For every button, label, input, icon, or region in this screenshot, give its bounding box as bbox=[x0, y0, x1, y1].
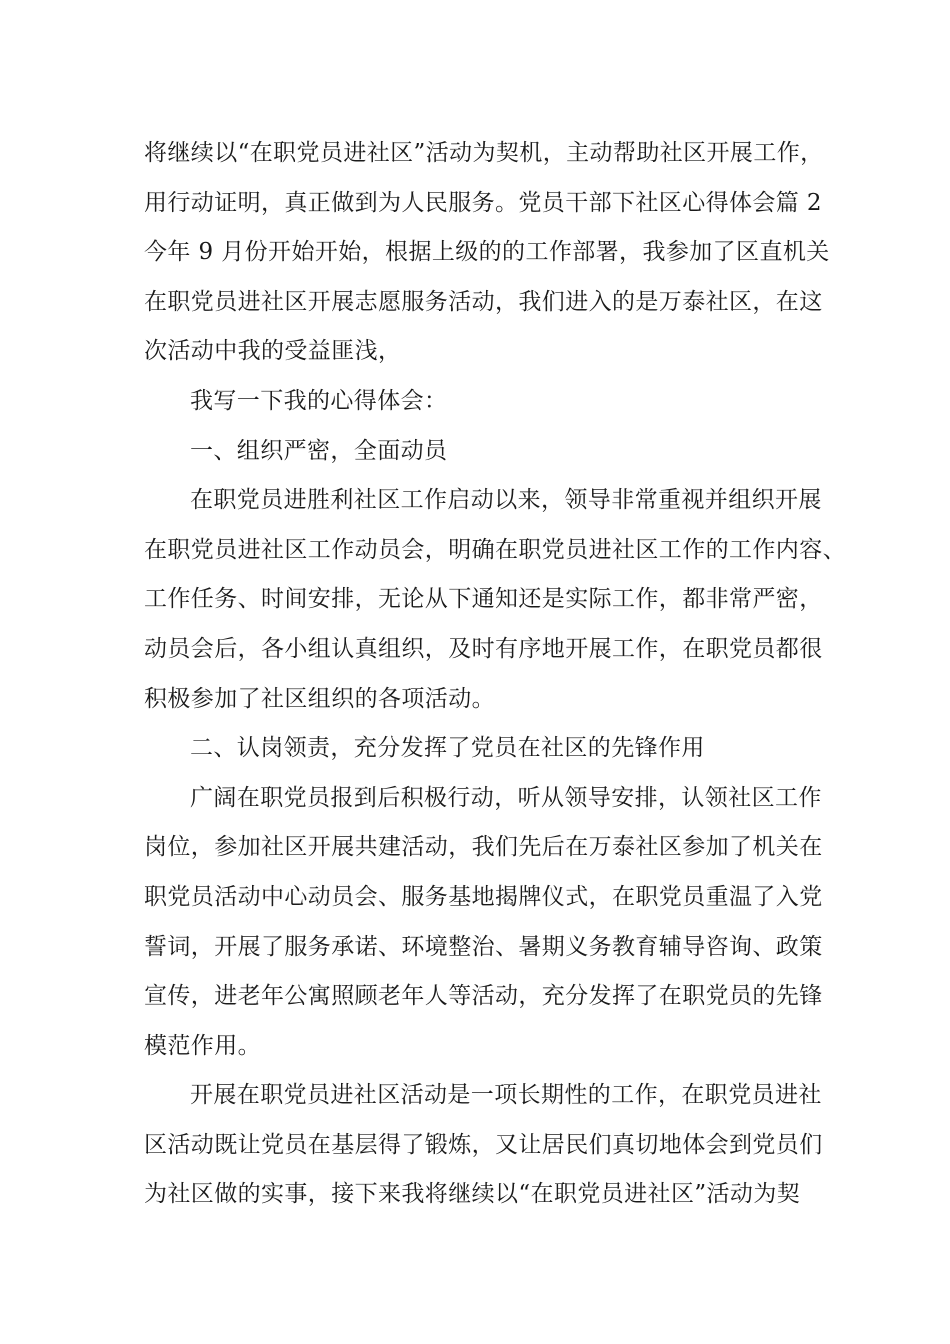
text-line: 广阔在职党员报到后积极行动，听从领导安排，认领社区工作 bbox=[190, 784, 822, 811]
text-line: 在职党员进胜利社区工作启动以来，领导非常重视并组织开展 bbox=[190, 487, 822, 514]
text-line: 岗位，参加社区开展共建活动，我们先后在万泰社区参加了机关在 bbox=[144, 834, 823, 861]
text-line: 模范作用。 bbox=[144, 1032, 261, 1059]
text-line: 誓词，开展了服务承诺、环境整治、暑期义务教育辅导咨询、政策 bbox=[144, 933, 823, 960]
text-line: 次活动中我的受益匪浅， bbox=[144, 338, 402, 365]
text-line: 区活动既让党员在基层得了锻炼，又让居民们真切地体会到党员们 bbox=[144, 1131, 823, 1158]
text-line: 宣传，进老年公寓照顾老年人等活动，充分发挥了在职党员的先锋 bbox=[144, 983, 823, 1010]
document-body bbox=[144, 129, 846, 1220]
text-line: 开展在职党员进社区活动是一项长期性的工作，在职党员进社 bbox=[190, 1082, 822, 1109]
text-line: 在职党员进社区工作动员会，明确在职党员进社区工作的工作内容、 bbox=[144, 536, 846, 563]
text-line: 用行动证明，真正做到为人民服务。党员干部下社区心得体会篇 2 bbox=[144, 189, 822, 216]
text-line: 将继续以“在职党员进社区”活动为契机，主动帮助社区开展工作， bbox=[144, 140, 824, 166]
text-line: 我写一下我的心得体会： bbox=[190, 387, 448, 414]
text-line: 工作任务、时间安排，无论从下通知还是实际工作，都非常严密， bbox=[144, 586, 823, 613]
text-line: 在职党员进社区开展志愿服务活动，我们进入的是万泰社区，在这 bbox=[144, 288, 823, 315]
text-line: 积极参加了社区组织的各项活动。 bbox=[144, 685, 495, 712]
text-line: 今年 9 月份开始开始，根据上级的的工作部署，我参加了区直机关 bbox=[144, 239, 830, 266]
section-heading: 二、认岗领责，充分发挥了党员在社区的先锋作用 bbox=[190, 735, 705, 762]
text-line: 为社区做的实事，接下来我将继续以“在职党员进社区”活动为契 bbox=[144, 1181, 801, 1208]
section-heading: 一、组织严密，全面动员 bbox=[190, 437, 448, 464]
text-line: 职党员活动中心动员会、服务基地揭牌仪式，在职党员重温了入党 bbox=[144, 883, 823, 910]
text-line: 动员会后，各小组认真组织，及时有序地开展工作，在职党员都很 bbox=[144, 635, 823, 662]
